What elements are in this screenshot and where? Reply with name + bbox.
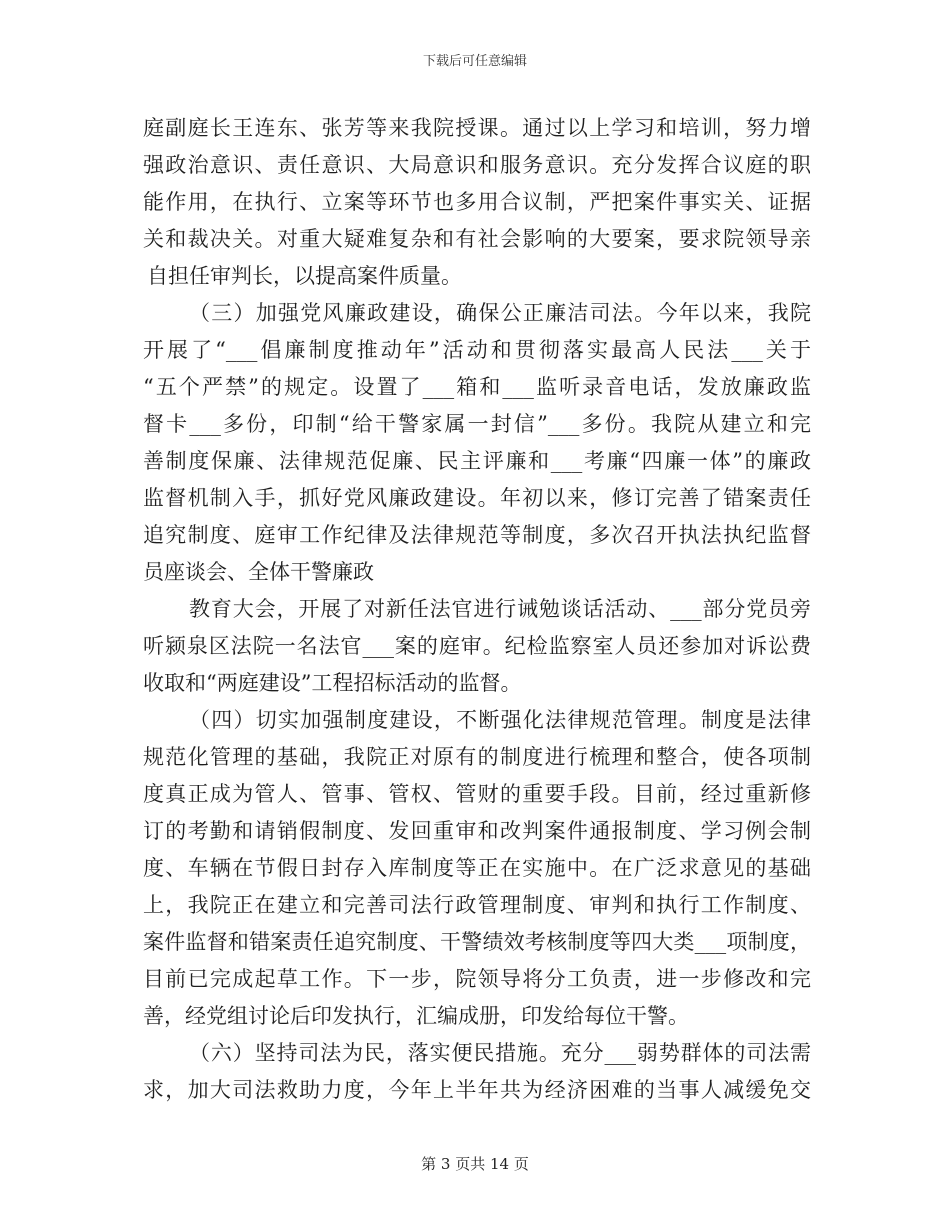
body-line: 规范化管理的基础，我院正对原有的制度进行梳理和整合，使各项制 [143,745,811,769]
body-line: 监督机制入手，抓好党风廉政建设。年初以来，修订完善了错案责任 [143,486,811,510]
body-line: 度、车辆在节假日封存入库制度等正在实施中。在广泛求意见的基础 [143,856,811,880]
paragraph-section-3 [143,295,811,591]
body-line: 员座谈会、全体干警廉政 [143,560,374,584]
body-line: 开展了“___倡廉制度推动年”活动和贯彻落实最高人民法___关于 [143,338,811,362]
section-heading-line: （四）切实加强制度建设，不断强化法律规范管理。制度是法律 [189,708,811,732]
body-line: 案件监督和错案责任追究制度、干警绩效考核制度等四大类___项制度， [143,930,811,954]
page-header-note: 下载后可任意编辑 [422,54,527,69]
body-line: 教育大会，开展了对新任法官进行诫勉谈话活动、___部分党员旁 [189,597,811,621]
body-line: “五个严禁”的规定。设置了___箱和___监听录音电话，发放廉政监 [143,375,811,399]
body-line: 自担任审判长，以提高案件质量。 [147,264,462,288]
body-line: 听颍泉区法院一名法官___案的庭审。纪检监察室人员还参加对诉讼费 [143,634,811,658]
section-heading-line: （六）坚持司法为民，落实便民措施。充分___弱势群体的司法需 [189,1041,811,1065]
body-line: 订的考勤和请销假制度、发回重审和改判案件通报制度、学习例会制 [143,819,811,843]
paragraph [143,591,811,702]
body-line: 善，经党组讨论后印发执行，汇编成册，印发给每位干警。 [143,1004,689,1028]
body-line: 庭副庭长王连东、张芳等来我院授课。通过以上学习和培训，努力增 [143,116,811,140]
body-line: 督卡___多份，印制“给干警家属一封信”___多份。我院从建立和完 [143,412,811,436]
paragraph-section-4 [143,702,811,1035]
body-line: 关和裁决关。对重大疑难复杂和有社会影响的大要案，要求院领导亲 [143,227,811,251]
body-line: 追究制度、庭审工作纪律及法律规范等制度，多次召开执法执纪监督 [143,523,811,547]
body-line: 上，我院正在建立和完善司法行政管理制度、审判和执行工作制度、 [143,893,811,917]
body-line: 能作用，在执行、立案等环节也多用合议制，严把案件事实关、证据 [143,190,811,214]
body-line: 度真正成为管人、管事、管权、管财的重要手段。目前，经过重新修 [143,782,811,806]
body-line: 强政治意识、责任意识、大局意识和服务意识。充分发挥合议庭的职 [143,153,811,177]
paragraph [143,110,811,295]
page-number: 第 3 页共 14 页 [421,1155,529,1173]
body-line: 求，加大司法救助力度，今年上半年共为经济困难的当事人减缓免交 [143,1078,811,1102]
body-line: 收取和“两庭建设”工程招标活动的监督。 [143,671,522,695]
body-line: 善制度保廉、法律规范促廉、民主评廉和___考廉“四廉一体”的廉政 [143,449,811,473]
paragraph-section-6 [143,1035,811,1109]
body-line: 目前已完成起草工作。下一步，院领导将分工负责，进一步修改和完 [143,967,811,991]
section-heading-line: （三）加强党风廉政建设，确保公正廉洁司法。今年以来，我院 [189,301,811,325]
document-body [143,110,811,1109]
